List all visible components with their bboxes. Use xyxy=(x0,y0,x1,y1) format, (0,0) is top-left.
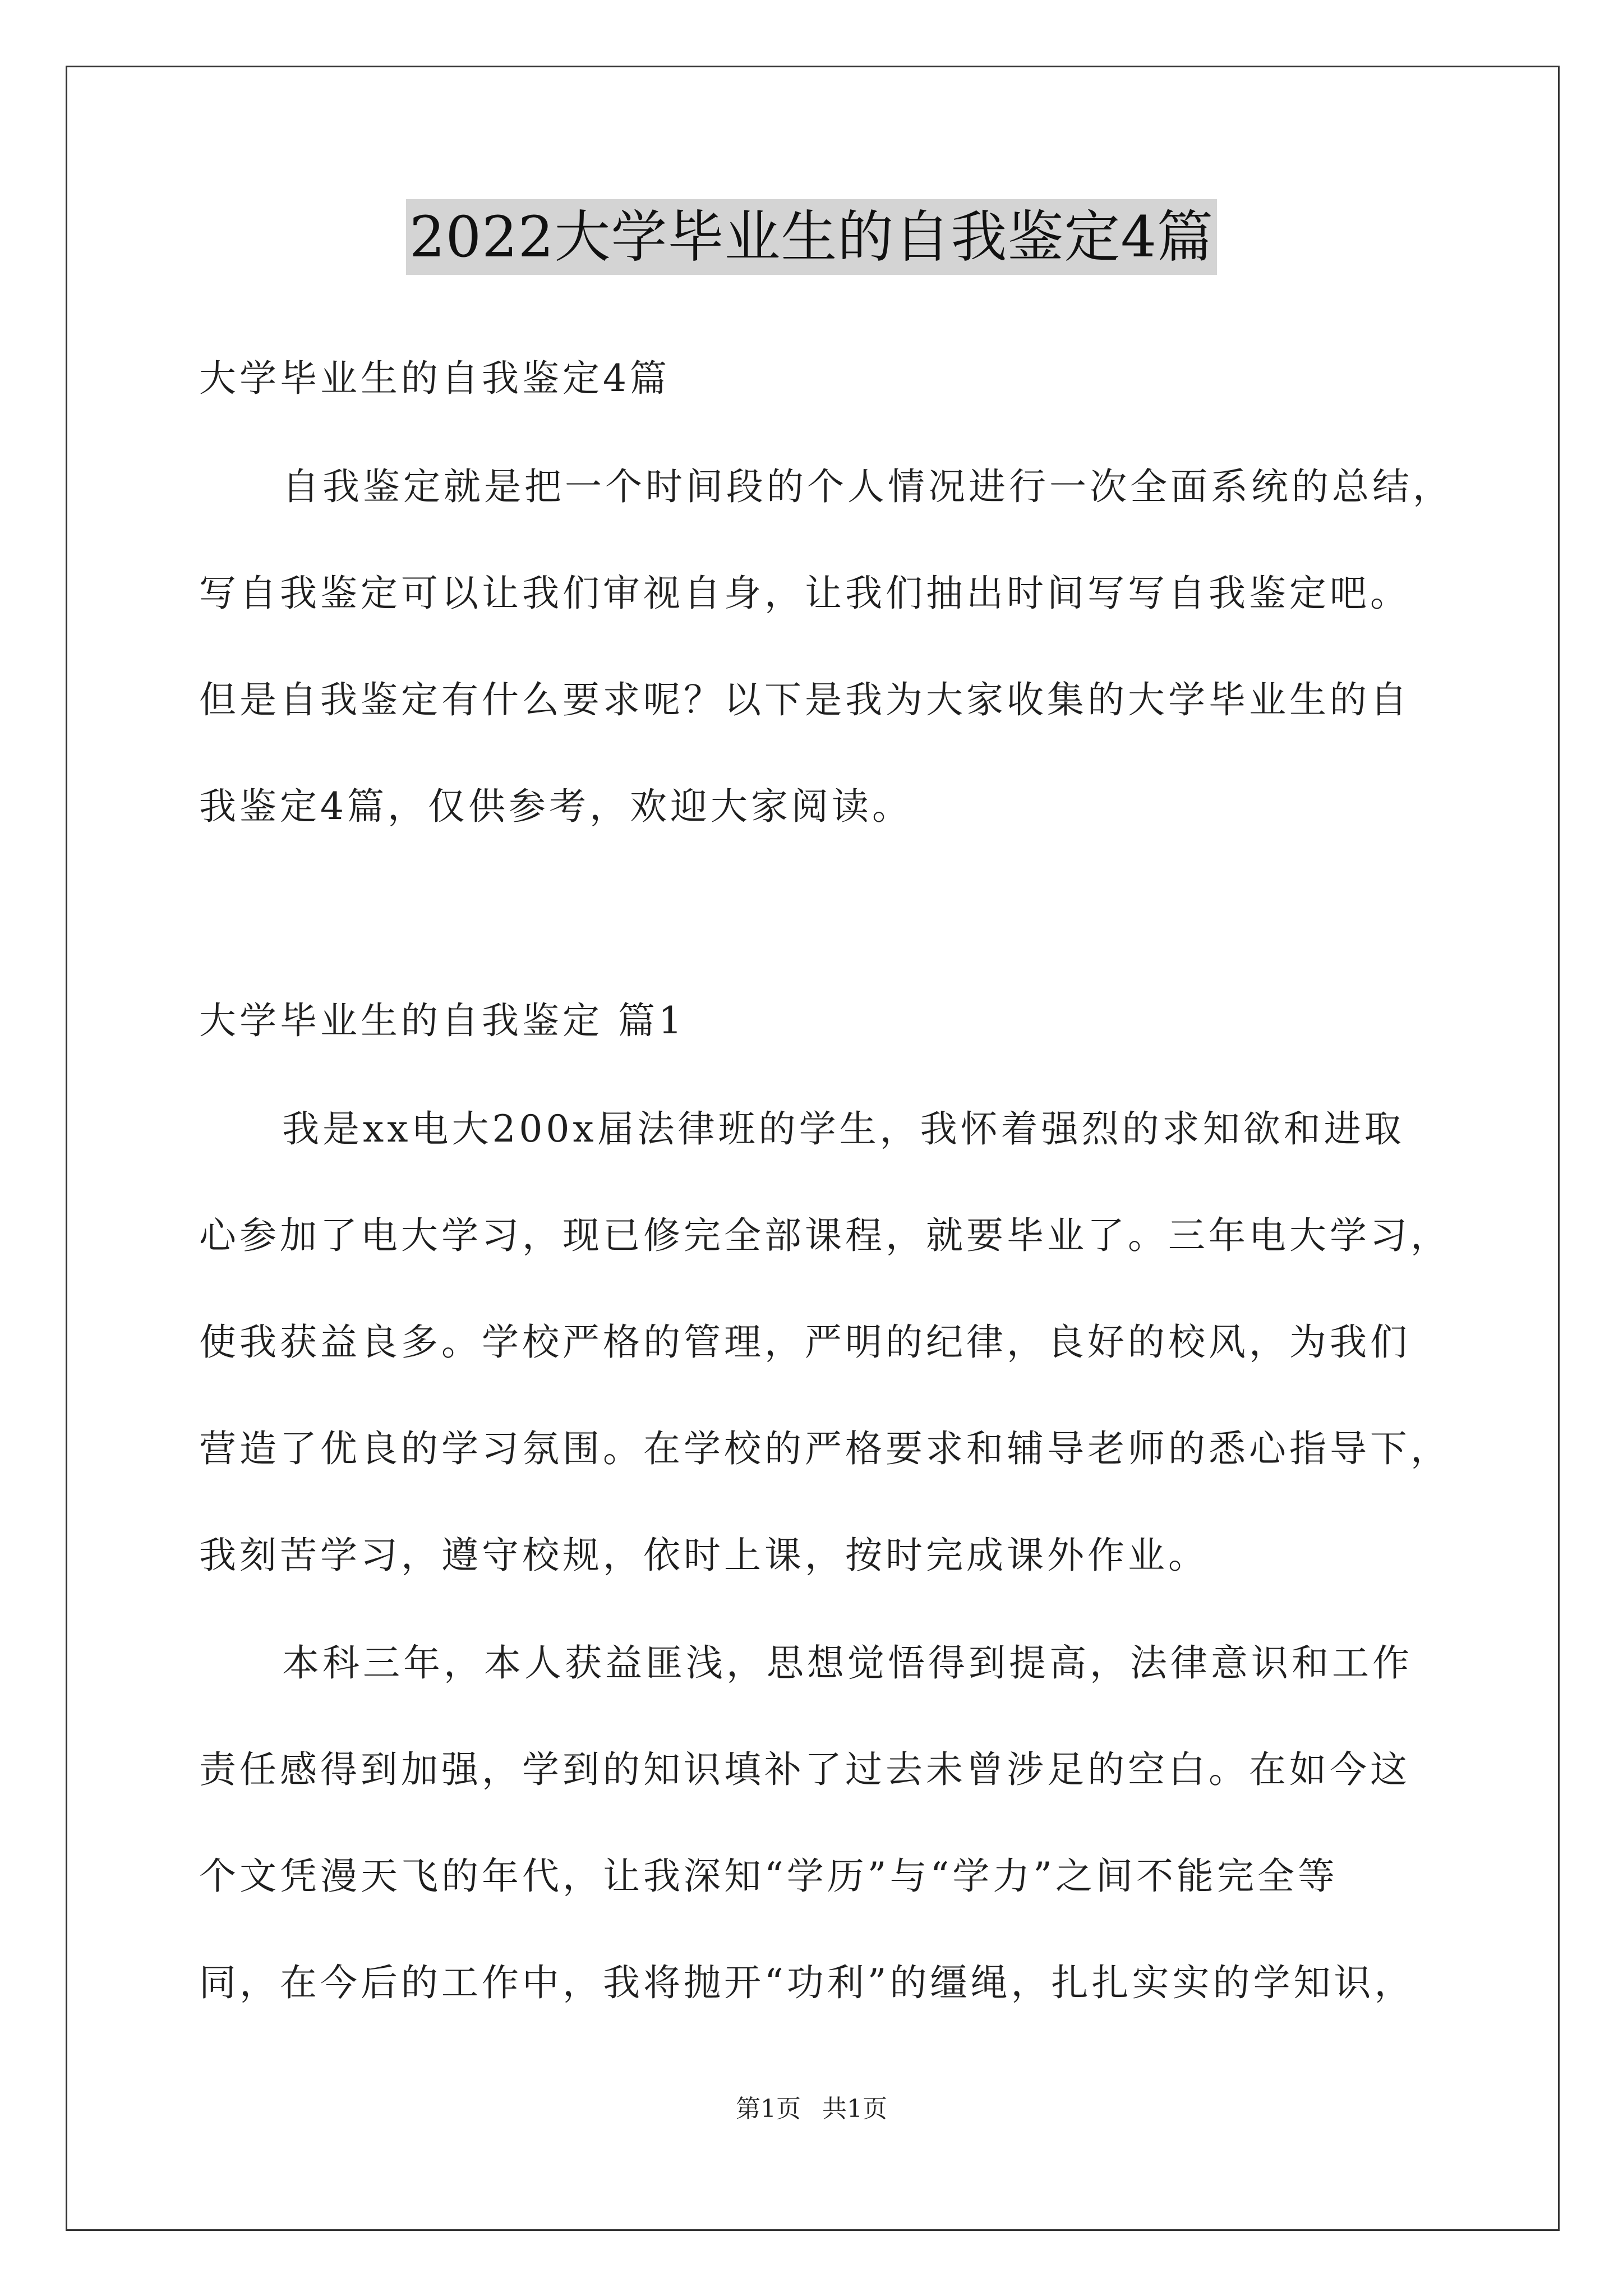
title-container xyxy=(0,199,1623,275)
intro-line: 自我鉴定就是把一个时间段的个人情况进行一次全面系统的总结， xyxy=(282,465,1453,508)
paragraph-line: 责任感得到加强，学到的知识填补了过去未曾涉足的空白。在如今这 xyxy=(199,1748,1410,1791)
paragraph-line: 心参加了电大学习，现已修完全部课程，就要毕业了。三年电大学习， xyxy=(199,1214,1451,1257)
paragraph-line: 本科三年，本人获益匪浅，思想觉悟得到提高，法律意识和工作 xyxy=(282,1641,1413,1685)
intro-line: 但是自我鉴定有什么要求呢？以下是我为大家收集的大学毕业生的自 xyxy=(199,678,1410,721)
intro-line: 写自我鉴定可以让我们审视自身，让我们抽出时间写写自我鉴定吧。 xyxy=(199,572,1410,615)
page-footer xyxy=(0,2092,1623,2126)
document-subtitle: 大学毕业生的自我鉴定4篇 xyxy=(199,357,670,400)
paragraph-line: 我是xx电大200x届法律班的学生，我怀着强烈的求知欲和进取 xyxy=(282,1107,1405,1151)
paragraph-line: 我刻苦学习，遵守校规，依时上课，按时完成课外作业。 xyxy=(199,1534,1209,1577)
document-title: 2022大学毕业生的自我鉴定4篇 xyxy=(406,199,1217,275)
page-number-total: 共1页 xyxy=(822,2095,887,2123)
intro-line: 我鉴定4篇，仅供参考，欢迎大家阅读。 xyxy=(199,785,912,828)
page-number-current: 第1页 xyxy=(736,2095,801,2123)
paragraph-line: 个文凭漫天飞的年代，让我深知“学历”与“学力”之间不能完全等 xyxy=(199,1855,1338,1898)
paragraph-line: 使我获益良多。学校严格的管理，严明的纪律，良好的校风，为我们 xyxy=(199,1320,1410,1364)
paragraph-line: 营造了优良的学习氛围。在学校的严格要求和辅导老师的悉心指导下， xyxy=(199,1427,1451,1470)
section-heading: 大学毕业生的自我鉴定 篇1 xyxy=(199,999,685,1042)
paragraph-line: 同，在今后的工作中，我将抛开“功利”的缰绳，扎扎实实的学知识， xyxy=(199,1961,1415,2004)
